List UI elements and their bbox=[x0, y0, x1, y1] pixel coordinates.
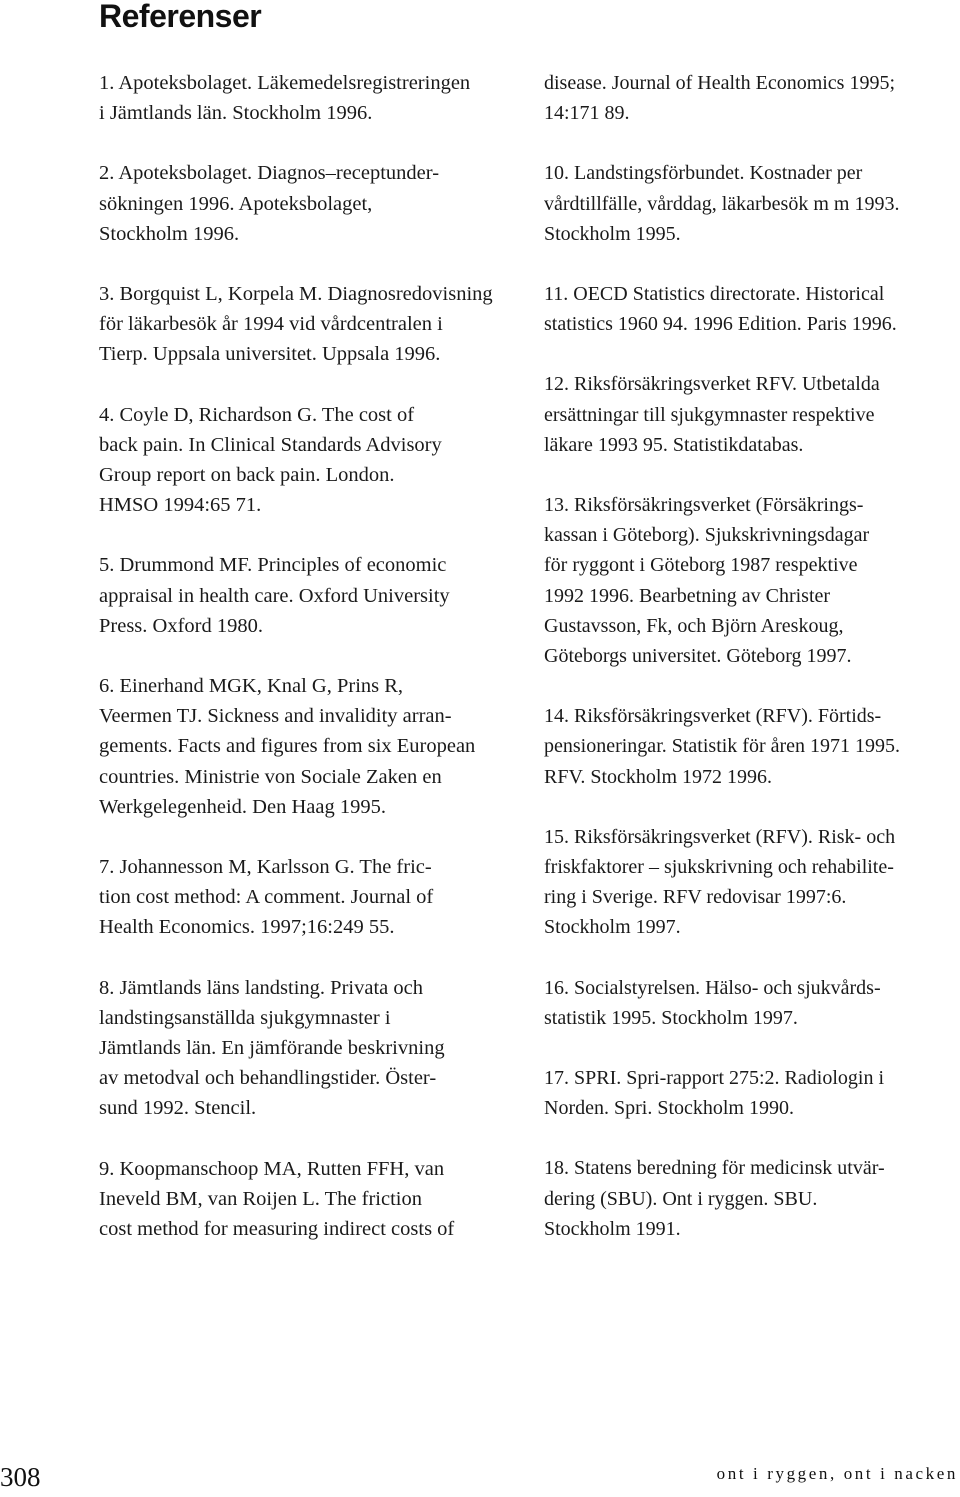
reference-line: Press. Oxford 1980. bbox=[99, 614, 263, 637]
reference-line: av metodval och behandlingstider. Öster- bbox=[99, 1067, 437, 1090]
reference-entry bbox=[99, 400, 519, 521]
reference-entry bbox=[99, 852, 519, 943]
reference-line: countries. Ministrie von Sociale Zaken en bbox=[99, 765, 442, 788]
reference-line: Gustavsson, Fk, och Björn Areskoug, bbox=[544, 614, 844, 637]
page-title: Referenser bbox=[99, 0, 262, 34]
reference-line: Tierp. Uppsala universitet. Uppsala 1996. bbox=[99, 343, 441, 366]
reference-line: tion cost method: A comment. Journal of bbox=[99, 886, 434, 909]
reference-entry bbox=[544, 369, 960, 460]
reference-line: friskfaktorer – sjukskrivning och rehabilite- bbox=[544, 856, 894, 879]
reference-entry bbox=[544, 1153, 960, 1244]
reference-line: disease. Journal of Health Economics 1995; bbox=[544, 72, 896, 94]
reference-line: 2. Apoteksbolaget. Diagnos–receptunder- bbox=[99, 162, 440, 185]
reference-line: 10. Landstingsförbundet. Kostnader per bbox=[544, 162, 863, 185]
reference-entry bbox=[544, 822, 960, 943]
reference-line: back pain. In Clinical Standards Advisory bbox=[99, 433, 442, 456]
reference-entry bbox=[99, 973, 519, 1124]
reference-line: Ineveld BM, van Roijen L. The friction bbox=[99, 1187, 422, 1210]
reference-line: Norden. Spri. Stockholm 1990. bbox=[544, 1097, 794, 1120]
reference-line: kassan i Göteborg). Sjukskrivningsdagar bbox=[544, 524, 870, 547]
reference-line: 12. Riksförsäkringsverket RFV. Utbetalda bbox=[544, 373, 880, 396]
reference-line: Health Economics. 1997;16:249 55. bbox=[99, 916, 395, 939]
reference-line: pensioneringar. Statistik för åren 1971 1995. bbox=[544, 735, 901, 758]
reference-line: cost method for measuring indirect costs of bbox=[99, 1218, 455, 1241]
reference-entry bbox=[99, 158, 519, 249]
reference-line: statistics 1960 94. 1996 Edition. Paris 1996. bbox=[544, 313, 897, 336]
reference-entry bbox=[99, 671, 519, 822]
reference-line: Group report on back pain. London. bbox=[99, 464, 395, 487]
reference-line: 6. Einerhand MGK, Knal G, Prins R, bbox=[99, 675, 404, 698]
reference-entry bbox=[544, 279, 960, 339]
reference-line: läkare 1993 95. Statistikdatabas. bbox=[544, 433, 804, 456]
reference-line: vårdtillfälle, vårddag, läkarbesök m m 1993. bbox=[544, 192, 900, 215]
reference-entry bbox=[544, 68, 960, 128]
reference-line: 1992 1996. Bearbetning av Christer bbox=[544, 584, 831, 607]
reference-line: för läkarbesök år 1994 vid vårdcentralen i bbox=[99, 313, 443, 336]
reference-line: Werkgelegenheid. Den Haag 1995. bbox=[99, 795, 386, 818]
reference-line: 14:171 89. bbox=[544, 102, 630, 125]
reference-line: i Jämtlands län. Stockholm 1996. bbox=[99, 102, 373, 125]
reference-line: 7. Johannesson M, Karlsson G. The fric- bbox=[99, 856, 432, 879]
reference-line: statistik 1995. Stockholm 1997. bbox=[544, 1006, 798, 1029]
reference-line: för ryggont i Göteborg 1987 respektive bbox=[544, 554, 858, 577]
reference-entry bbox=[99, 279, 519, 370]
reference-column-right bbox=[544, 68, 960, 1274]
reference-entry bbox=[99, 68, 519, 128]
reference-line: 14. Riksförsäkringsverket (RFV). Förtids- bbox=[544, 705, 882, 728]
reference-line: Veermen TJ. Sickness and invalidity arran- bbox=[99, 705, 452, 728]
reference-line: Jämtlands län. En jämförande beskrivning bbox=[99, 1037, 445, 1060]
reference-line: Stockholm 1991. bbox=[544, 1217, 681, 1240]
reference-line: gements. Facts and figures from six European bbox=[99, 735, 476, 758]
page-number: 308 bbox=[0, 1462, 41, 1492]
reference-line: 18. Statens beredning för medicinsk utvär- bbox=[544, 1157, 885, 1180]
reference-line: RFV. Stockholm 1972 1996. bbox=[544, 765, 772, 788]
reference-column-left bbox=[99, 68, 519, 1274]
reference-entry bbox=[544, 158, 960, 249]
reference-line: 1. Apoteksbolaget. Läkemedelsregistreringen bbox=[99, 72, 471, 94]
reference-line: 3. Borgquist L, Korpela M. Diagnosredovisning bbox=[99, 283, 493, 306]
reference-line: sund 1992. Stencil. bbox=[99, 1097, 257, 1120]
reference-entry bbox=[544, 701, 960, 792]
reference-line: landstingsanställda sjukgymnaster i bbox=[99, 1006, 391, 1029]
reference-entry bbox=[99, 1154, 519, 1245]
reference-line: sökningen 1996. Apoteksbolaget, bbox=[99, 192, 373, 215]
reference-line: 13. Riksförsäkringsverket (Försäkrings- bbox=[544, 494, 864, 517]
reference-line: 5. Drummond MF. Principles of economic bbox=[99, 554, 447, 577]
reference-line: 4. Coyle D, Richardson G. The cost of bbox=[99, 403, 415, 426]
reference-entry bbox=[99, 550, 519, 641]
reference-line: ring i Sverige. RFV redovisar 1997:6. bbox=[544, 886, 847, 909]
reference-line: appraisal in health care. Oxford University bbox=[99, 584, 450, 607]
reference-entry bbox=[544, 490, 960, 671]
reference-line: ersättningar till sjukgymnaster respektive bbox=[544, 403, 875, 426]
reference-line: dering (SBU). Ont i ryggen. SBU. bbox=[544, 1187, 818, 1210]
reference-line: 16. Socialstyrelsen. Hälso- och sjukvårds- bbox=[544, 976, 881, 999]
reference-entry bbox=[544, 1063, 960, 1123]
reference-line: 11. OECD Statistics directorate. Historical bbox=[544, 283, 885, 306]
reference-line: Stockholm 1997. bbox=[544, 916, 681, 939]
reference-line: HMSO 1994:65 71. bbox=[99, 494, 262, 517]
running-footer-title: ont i ryggen, ont i nacken bbox=[716, 1464, 958, 1483]
reference-line: 9. Koopmanschoop MA, Rutten FFH, van bbox=[99, 1157, 445, 1180]
reference-line: 8. Jämtlands läns landsting. Privata och bbox=[99, 976, 423, 999]
reference-line: 17. SPRI. Spri-rapport 275:2. Radiologin i bbox=[544, 1067, 884, 1090]
reference-entry bbox=[544, 973, 960, 1033]
reference-line: 15. Riksförsäkringsverket (RFV). Risk- och bbox=[544, 825, 896, 848]
reference-line: Stockholm 1995. bbox=[544, 222, 681, 245]
reference-line: Göteborgs universitet. Göteborg 1997. bbox=[544, 645, 852, 668]
reference-line: Stockholm 1996. bbox=[99, 222, 240, 245]
